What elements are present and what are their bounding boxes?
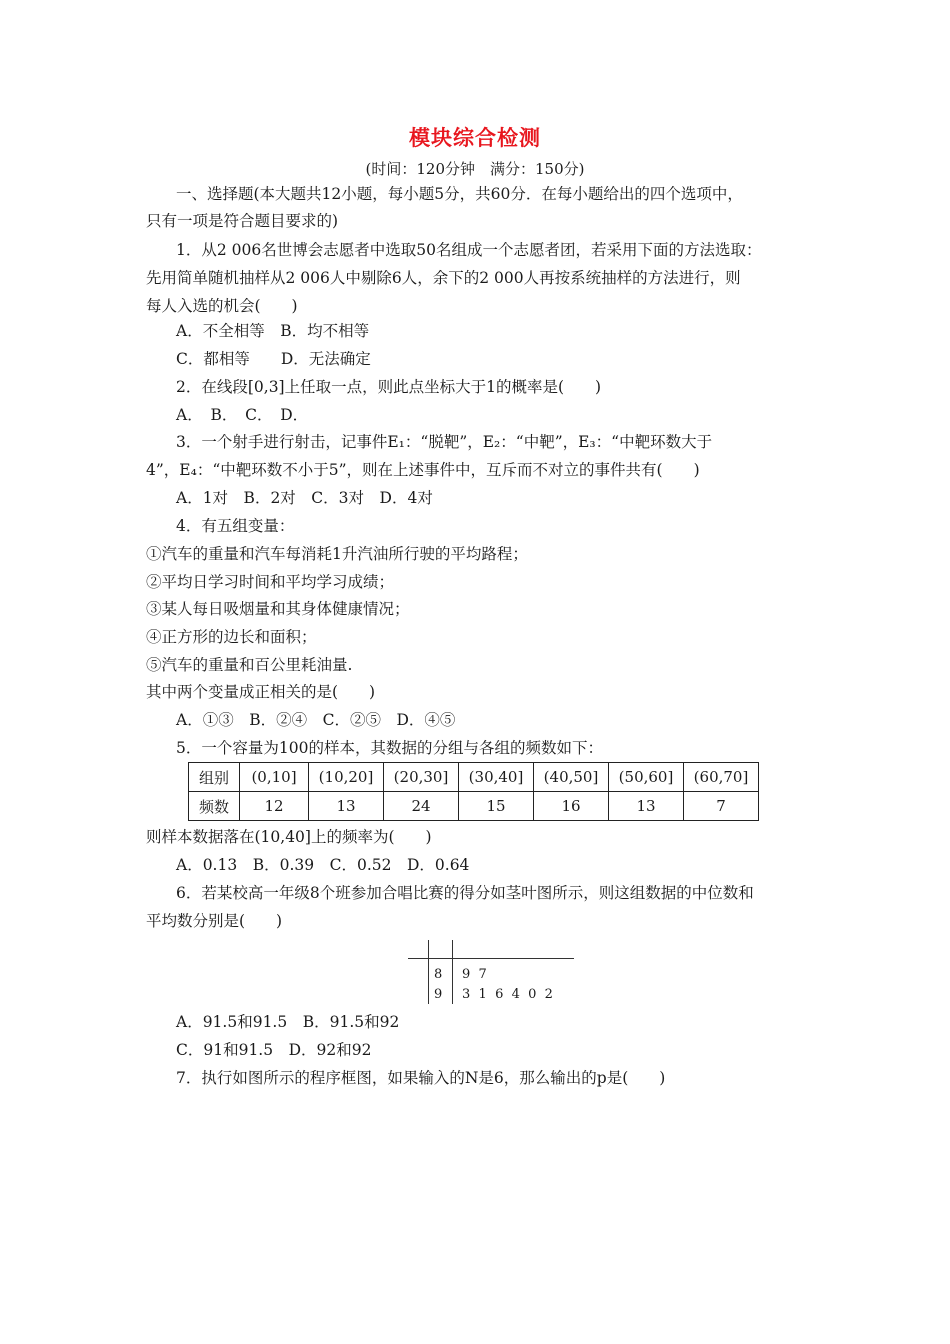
q4-item: ④正方形的边长和面积；	[146, 628, 317, 646]
q1-options-cd: C．都相等 D．无法确定	[176, 350, 371, 368]
table-cell: (30,40]	[459, 763, 534, 792]
table-cell: (20,30]	[384, 763, 459, 792]
q3-options: A．1对 B．2对 C．3对 D．4对	[176, 489, 433, 507]
table-cell: (40,50]	[534, 763, 609, 792]
table-cell: (50,60]	[609, 763, 684, 792]
frequency-table	[188, 762, 759, 821]
table-cell: 15	[459, 792, 534, 821]
q6-line2: 平均数分别是( )	[146, 912, 283, 930]
q1-line3: 每人入选的机会( )	[146, 297, 298, 315]
table-header-cell: 频数	[189, 792, 240, 821]
table-cell: 16	[534, 792, 609, 821]
q5-stem: 5．一个容量为100的样本，其数据的分组与各组的频数如下：	[176, 739, 603, 757]
q4-item: ①汽车的重量和汽车每消耗1升汽油所行驶的平均路程；	[146, 545, 528, 563]
q1-line1: 1．从2 006名世博会志愿者中选取50名组成一个志愿者团，若采用下面的方法选取：	[176, 241, 762, 259]
q7-stem: 7．执行如图所示的程序框图，如果输入的N是6，那么输出的p是( )	[176, 1069, 666, 1087]
section-instruction-line2: 只有一项是符合题目要求的)	[146, 212, 339, 230]
stem-header-rule	[408, 958, 574, 959]
q6-line1: 6．若某校高一年级8个班参加合唱比赛的得分如茎叶图所示，则这组数据的中位数和	[176, 884, 754, 902]
stem-leaf-plot	[408, 940, 578, 1004]
q4-item: ②平均日学习时间和平均学习成绩；	[146, 573, 395, 591]
q4-item: ③某人每日吸烟量和其身体健康情况；	[146, 600, 410, 618]
q1-line2: 先用简单随机抽样从2 006人中剔除6人，余下的2 000人再按系统抽样的方法进行，则	[146, 269, 741, 287]
table-row	[189, 763, 759, 792]
q5-options: A．0.13 B．0.39 C．0.52 D．0.64	[176, 856, 470, 874]
stem-divider-left	[428, 940, 429, 1004]
q3-line1: 3．一个射手进行射击，记事件E₁：“脱靶”，E₂：“中靶”，E₃：“中靶环数大于	[176, 433, 713, 451]
q2-stem: 2．在线段[0,3]上任取一点，则此点坐标大于1的概率是( )	[176, 378, 602, 396]
table-cell: 24	[384, 792, 459, 821]
stem-divider-right	[452, 940, 453, 1004]
table-cell: (60,70]	[684, 763, 759, 792]
q4-stem: 4．有五组变量：	[176, 517, 295, 535]
q4-item: ⑤汽车的重量和百公里耗油量.	[146, 656, 353, 674]
table-cell: (0,10]	[240, 763, 309, 792]
q2-options: A． B． C． D．	[176, 406, 309, 424]
q6-options-cd: C．91和91.5 D．92和92	[176, 1041, 372, 1059]
q5-question: 则样本数据落在(10,40]上的频率为( )	[146, 828, 432, 846]
exam-info: (时间：120分钟 满分：150分)	[365, 160, 585, 178]
q4-options: A．①③ B．②④ C．②⑤ D．④⑤	[176, 711, 456, 729]
q3-line2: 4”，E₄：“中靶环数不小于5”，则在上述事件中，互斥而不对立的事件共有( )	[146, 461, 700, 479]
q6-options-ab: A．91.5和91.5 B．91.5和92	[176, 1013, 400, 1031]
table-header-cell: 组别	[189, 763, 240, 792]
table-row	[189, 792, 759, 821]
leaf-values: 3 1 6 4 0 2	[462, 987, 553, 1002]
stem-value: 8	[434, 967, 443, 982]
table-cell: 13	[609, 792, 684, 821]
table-cell: 13	[309, 792, 384, 821]
q1-options-ab: A．不全相等 B．均不相等	[176, 322, 370, 340]
stem-value: 9	[434, 987, 443, 1002]
leaf-values: 9 7	[462, 967, 487, 982]
section-instruction-line1: 一、选择题(本大题共12小题，每小题5分，共60分．在每小题给出的四个选项中，	[176, 185, 743, 203]
table-cell: 7	[684, 792, 759, 821]
page-title: 模块综合检测	[409, 126, 541, 150]
table-cell: 12	[240, 792, 309, 821]
table-cell: (10,20]	[309, 763, 384, 792]
q4-question: 其中两个变量成正相关的是( )	[146, 683, 376, 701]
